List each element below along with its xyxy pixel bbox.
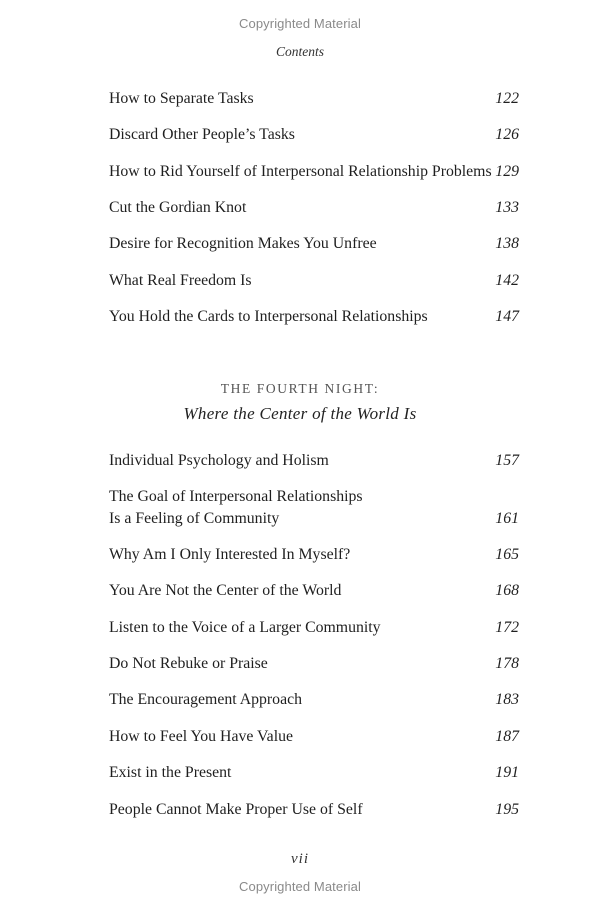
toc-entry[interactable] bbox=[109, 617, 519, 639]
toc-entry-page: 129 bbox=[495, 163, 519, 180]
toc-entry-page: 172 bbox=[495, 619, 519, 636]
toc-entry-page: 161 bbox=[495, 510, 519, 527]
toc-entry-title: You Are Not the Center of the World bbox=[109, 582, 342, 599]
copyright-watermark-top: Copyrighted Material bbox=[239, 16, 361, 31]
toc-entry-title: How to Separate Tasks bbox=[109, 90, 254, 107]
toc-entry-page: 195 bbox=[495, 801, 519, 818]
toc-entry[interactable] bbox=[109, 161, 519, 183]
toc-entry-title: Desire for Recognition Makes You Unfree bbox=[109, 235, 377, 252]
toc-entry[interactable] bbox=[109, 580, 519, 602]
toc-entry-page: 138 bbox=[495, 235, 519, 252]
toc-entry-title: You Hold the Cards to Interpersonal Relationships bbox=[109, 308, 428, 325]
toc-entry-title: Do Not Rebuke or Praise bbox=[109, 655, 268, 672]
toc-entry[interactable] bbox=[109, 544, 519, 566]
toc-entry-title: Why Am I Only Interested In Myself? bbox=[109, 546, 351, 563]
section-heading bbox=[0, 380, 600, 424]
running-head: Contents bbox=[275, 44, 324, 59]
toc-entry-page: 183 bbox=[495, 691, 519, 708]
toc-entry[interactable] bbox=[109, 726, 519, 748]
toc-entry[interactable] bbox=[109, 762, 519, 784]
toc-entry-page: 165 bbox=[495, 546, 519, 563]
toc-entry-page: 122 bbox=[495, 90, 519, 107]
toc-entry[interactable] bbox=[109, 270, 519, 292]
copyright-watermark-bottom: Copyrighted Material bbox=[239, 879, 361, 894]
toc-entry-title-line: Is a Feeling of Community bbox=[109, 510, 280, 527]
toc-entry[interactable] bbox=[109, 124, 519, 146]
toc-entry-title: Discard Other People’s Tasks bbox=[109, 126, 295, 143]
toc-entry[interactable] bbox=[109, 689, 519, 711]
toc-entry[interactable] bbox=[109, 88, 519, 110]
toc-entry-page: 191 bbox=[495, 764, 519, 781]
toc-entry[interactable] bbox=[109, 306, 519, 328]
toc-entry-title: Individual Psychology and Holism bbox=[109, 452, 329, 469]
toc-entry-page: 142 bbox=[495, 272, 519, 289]
toc-entry[interactable] bbox=[109, 653, 519, 675]
toc-entry-page: 126 bbox=[495, 126, 519, 143]
toc-entry[interactable] bbox=[109, 233, 519, 255]
toc-entry-title-line: The Goal of Interpersonal Relationships bbox=[109, 488, 363, 505]
toc-entry-title: What Real Freedom Is bbox=[109, 272, 252, 289]
toc-entry[interactable] bbox=[109, 486, 519, 530]
toc-entry-page: 133 bbox=[495, 199, 519, 216]
toc-entry-title: People Cannot Make Proper Use of Self bbox=[109, 801, 363, 818]
section-subtitle: Where the Center of the World Is bbox=[183, 404, 417, 423]
toc-entry-title: The Encouragement Approach bbox=[109, 691, 302, 708]
toc-entry-title: Listen to the Voice of a Larger Community bbox=[109, 619, 381, 636]
toc-entry[interactable] bbox=[109, 450, 519, 472]
toc-entry-page: 178 bbox=[495, 655, 519, 672]
toc-entry-page: 187 bbox=[495, 728, 519, 745]
toc-entry-title bbox=[109, 486, 519, 530]
toc-entry-page: 168 bbox=[495, 582, 519, 599]
toc-entry-title: How to Rid Yourself of Interpersonal Relationship Problems bbox=[109, 163, 492, 180]
toc-entry-page: 157 bbox=[495, 452, 519, 469]
toc-entry-title: Cut the Gordian Knot bbox=[109, 199, 247, 216]
toc-entry-title: How to Feel You Have Value bbox=[109, 728, 293, 745]
section-label: THE FOURTH NIGHT: bbox=[220, 381, 380, 396]
toc-entry[interactable] bbox=[109, 197, 519, 219]
page-number: vii bbox=[291, 851, 309, 867]
toc-entry[interactable] bbox=[109, 799, 519, 821]
toc-entry-title: Exist in the Present bbox=[109, 764, 232, 781]
toc-entry-page: 147 bbox=[495, 308, 519, 325]
